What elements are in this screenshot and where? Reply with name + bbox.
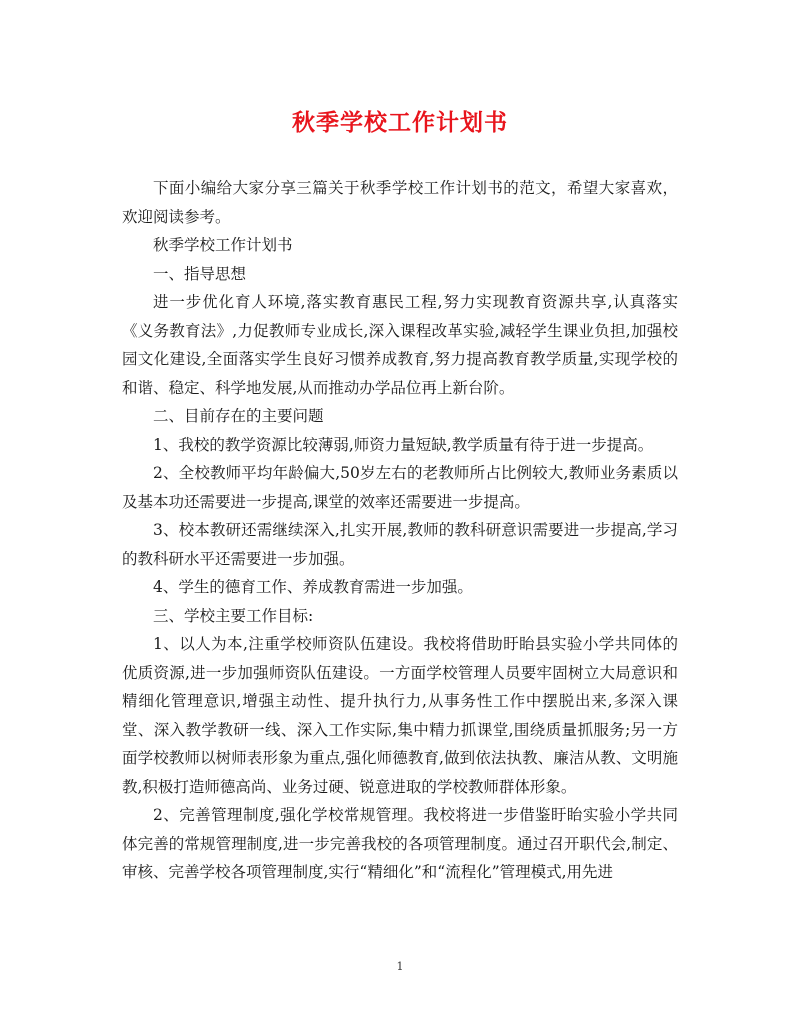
document-title: 秋季学校工作计划书	[292, 109, 508, 136]
problem-item-2: 2、全校教师平均年龄偏大,50岁左右的老教师所占比例较大,教师业务素质以及基本功还需要进一步提高,课堂的效率还需要进一步提高。	[122, 464, 678, 511]
page-number: 1	[396, 960, 404, 973]
intro-paragraph: 下面小编给大家分享三篇关于秋季学校工作计划书的范文，希望大家喜欢，欢迎阅读参考。	[122, 179, 678, 226]
section-heading-guiding-ideology: 一、指导思想	[153, 264, 247, 283]
subtitle-paragraph: 秋季学校工作计划书	[153, 236, 293, 254]
problem-item-4: 4、学生的德育工作、养成教育需进一步加强。	[153, 578, 473, 596]
goal-item-2: 2、完善管理制度,强化学校常规管理。我校将进一步借鉴盱眙实验小学共同体完善的常规管理制度,进一步完善我校的各项管理制度。通过召开职代会,制定、审核、完善学校各项管理制度,实行“精细化”和“流程化”管理模式,用先进	[122, 806, 678, 881]
problem-item-1: 1、我校的教学资源比较薄弱,师资力量短缺,教学质量有待于进一步提高。	[153, 435, 654, 454]
section-heading-main-problems: 二、目前存在的主要问题	[153, 407, 324, 425]
goal-item-1: 1、以人为本,注重学校师资队伍建设。我校将借助盱眙县实验小学共同体的优质资源,进一步加强师资队伍建设。一方面学校管理人员要牢固树立大局意识和精细化管理意识,增强主动性、提升执行力,从事务性工作中摆脱出来,多深入课堂、深入教学教研一线、深入工作实际,集中精力抓课堂,围绕质量抓服务;另一方面学校教师以树师表形象为重点,强化师德教育,做到依法执教、廉洁从教、文明施教,积极打造师德高尚、业务过硬、锐意进取的学校教师群体形象。	[122, 635, 678, 796]
problem-item-3: 3、校本教研还需继续深入,扎实开展,教师的教科研意识需要进一步提高,学习的教科研水平还需要进一步加强。	[122, 521, 678, 568]
document-body	[122, 174, 678, 887]
section-heading-work-goals: 三、学校主要工作目标:	[153, 606, 314, 625]
guiding-ideology-paragraph: 进一步优化育人环境,落实教育惠民工程,努力实现教育资源共享,认真落实《义务教育法》,力促教师专业成长,深入课程改革实验,减轻学生课业负担,加强校园文化建设,全面落实学生良好习惯养成教育,努力提高教育教学质量,实现学校的和谐、稳定、科学地发展,从而推动办学品位再上新台阶。	[122, 293, 678, 397]
